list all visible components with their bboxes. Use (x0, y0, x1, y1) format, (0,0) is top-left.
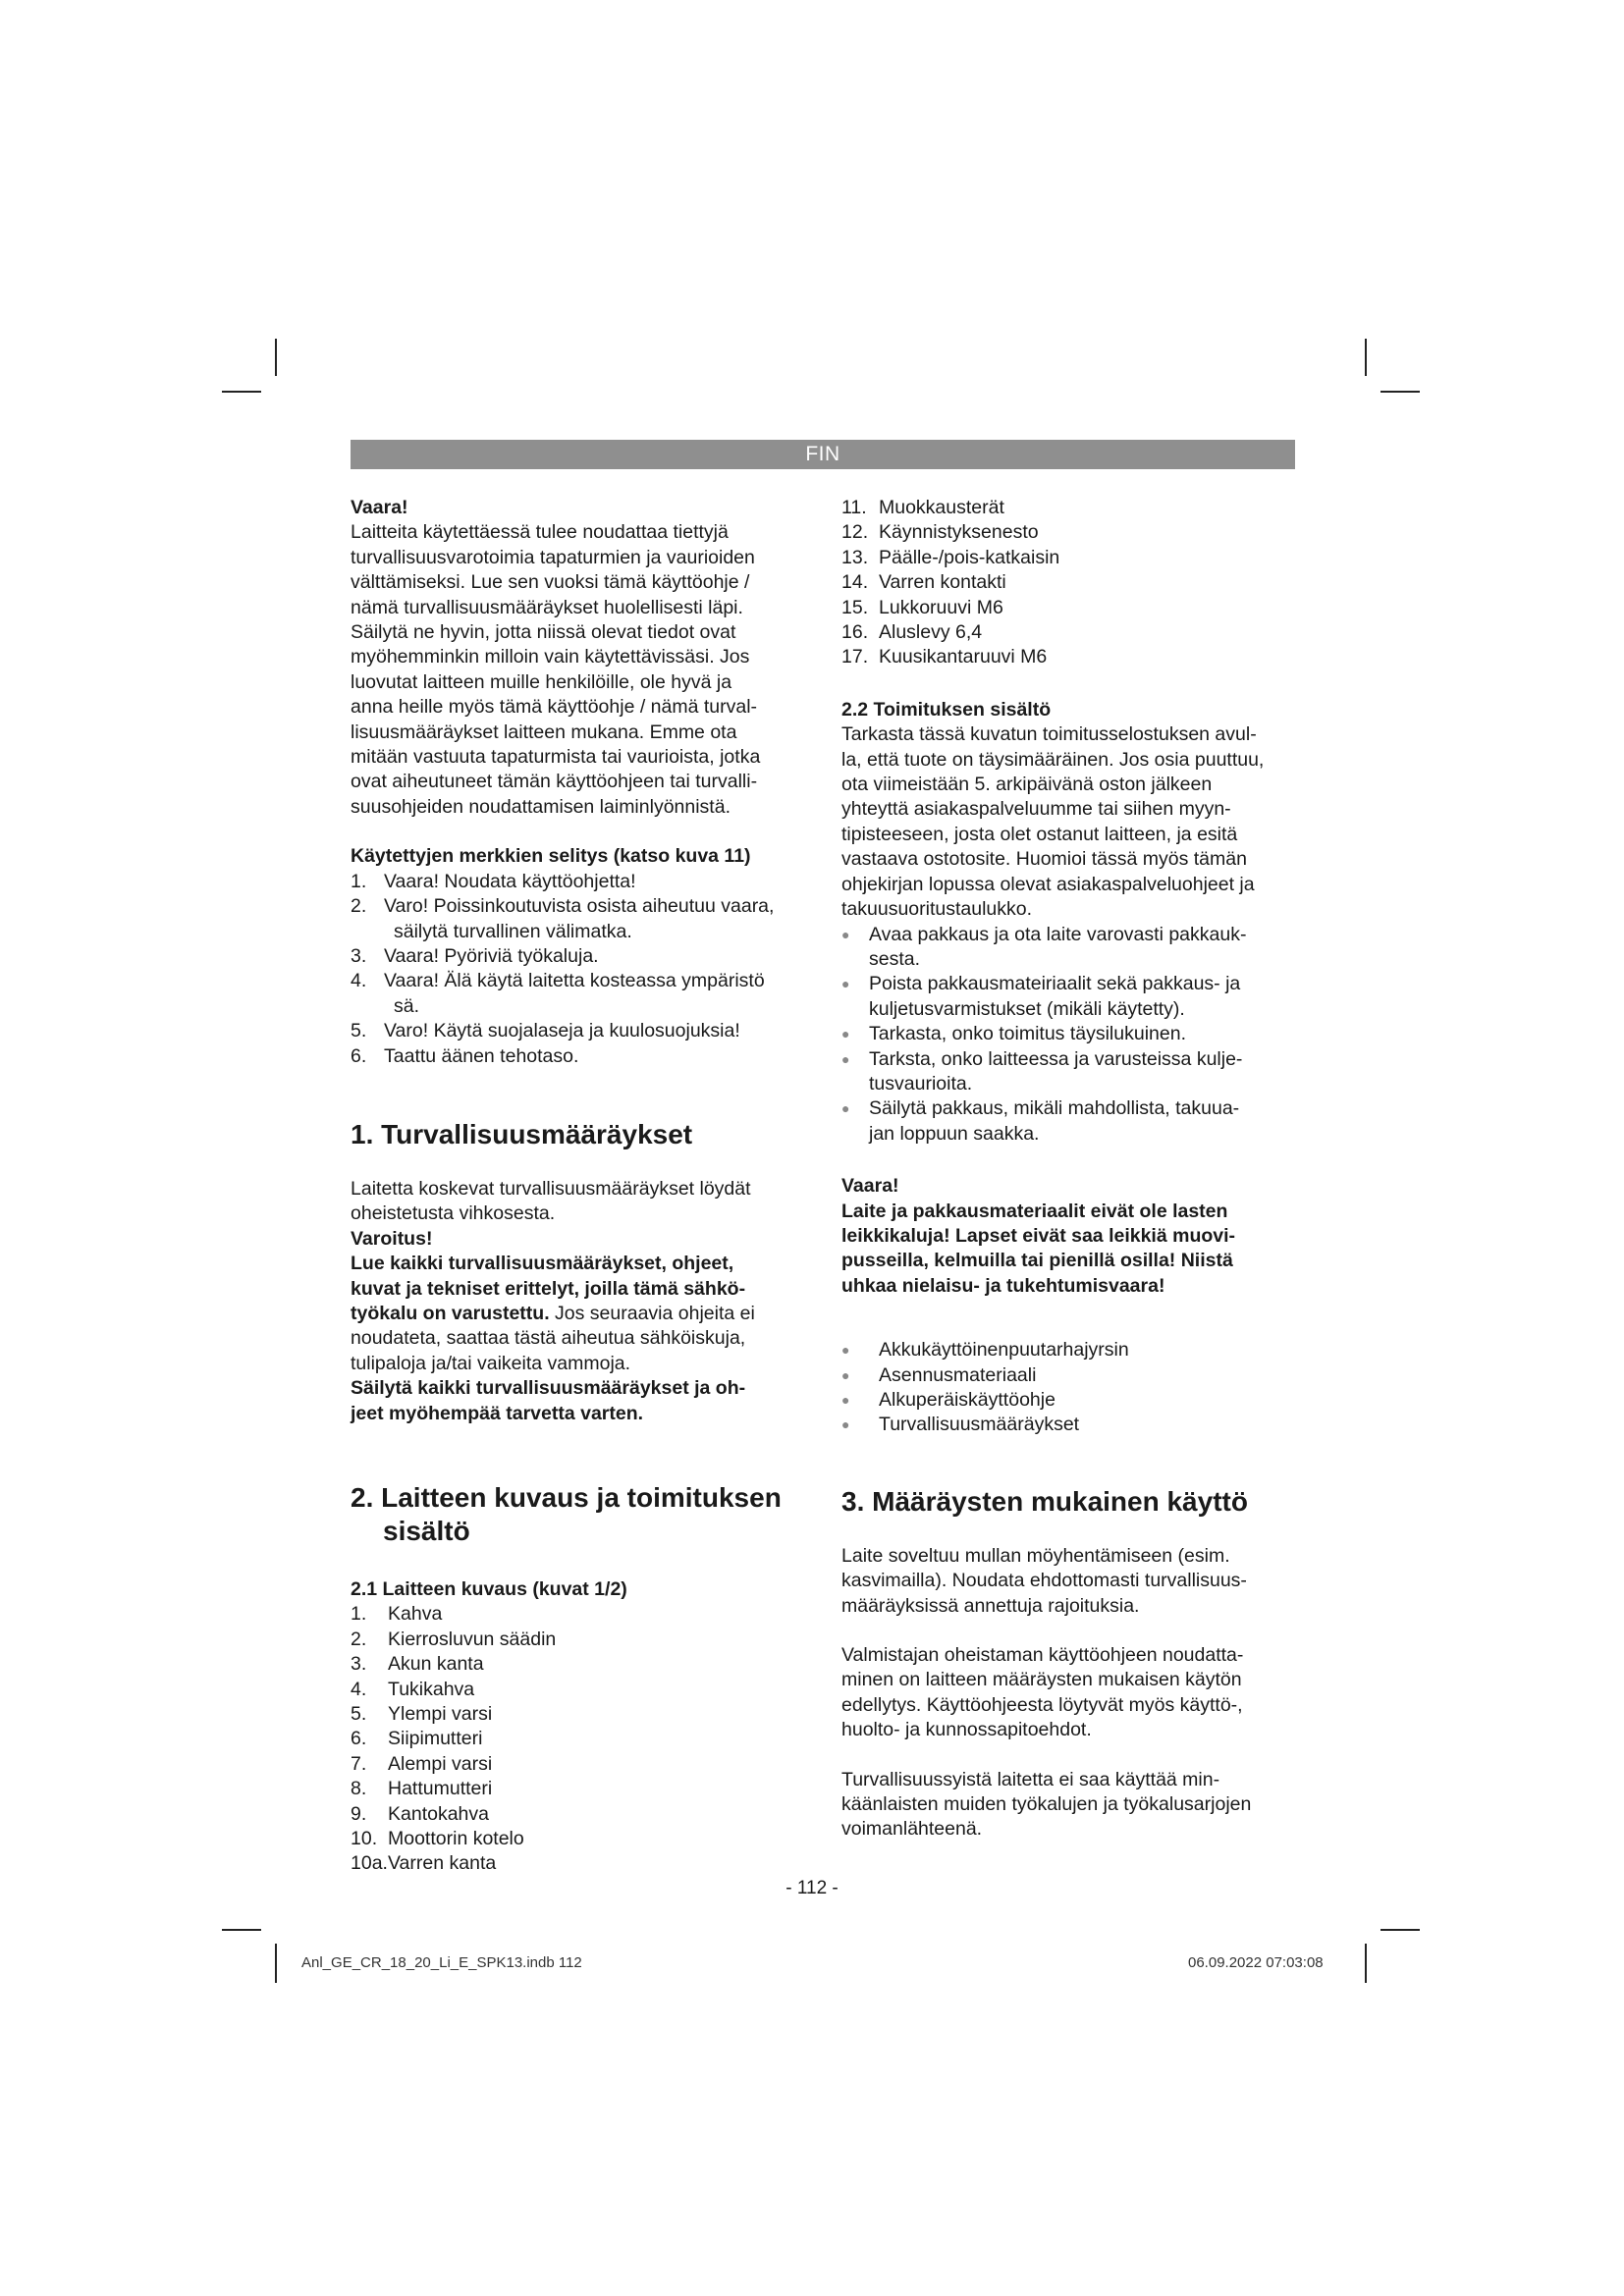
bullet-icon: ● (841, 1366, 850, 1383)
item-text: Kierrosluvun säädin (388, 1628, 557, 1650)
item-number: 2. (351, 1628, 367, 1650)
item-line: sesta. (869, 947, 921, 970)
bullet-icon: ● (841, 1392, 850, 1408)
s1-warn-normal-1: Jos seuraavia ohjeita ei (549, 1302, 755, 1324)
s3-line: Valmistajan oheistaman käyttöohjeen noudatta- (841, 1644, 1244, 1667)
warning-line: ovat aiheutuneet tämän käyttöohjeen tai turvalli- (351, 771, 758, 793)
item-text: Akun kanta (388, 1653, 484, 1676)
warning2-line: pusseilla, kelmuilla tai pienillä osilla! Niistä (841, 1250, 1233, 1272)
item-number: 4. (351, 1678, 367, 1700)
bullet-icon: ● (841, 1342, 850, 1359)
s22-line: Tarkasta tässä kuvatun toimitusselostuksen avul- (841, 723, 1257, 746)
s1-warning-title: Varoitus! (351, 1227, 433, 1250)
bullet-icon: ● (841, 1026, 850, 1042)
item-text: Käynnistyksenesto (879, 521, 1039, 544)
s3-line: määräyksissä annettuja rajoituksia. (841, 1594, 1140, 1617)
s22-bullets (841, 923, 1295, 1148)
s22-line: tipisteeseen, josta olet ostanut laitteen, ja esitä (841, 823, 1238, 845)
item-text (384, 944, 807, 969)
item-line: Varo! Käytä suojalaseja ja kuulosuojuksia! (384, 1020, 740, 1042)
bullet-item (841, 923, 1295, 973)
s22-line: la, että tuote on täysimääräinen. Jos osia puuttuu, (841, 748, 1265, 771)
parts-list-right (841, 496, 1295, 670)
s1-intro (351, 1177, 807, 1227)
warning-line: lisuusmääräykset laitteen mukana. Emme ota (351, 721, 737, 743)
item-number: 14. (841, 571, 869, 594)
part-item (841, 645, 1295, 669)
s21-title: 2.1 Laitteen kuvaus (kuvat 1/2) (351, 1578, 627, 1600)
item-number: 6. (351, 1728, 367, 1750)
item-line: Vaara! Pyöriviä työkaluja. (384, 944, 599, 967)
warning-line: Laitteita käytettäessä tulee noudattaa tiettyjä (351, 521, 729, 544)
item-text: Asennusmateriaali (879, 1363, 1037, 1386)
item-number: 1. (351, 870, 367, 892)
item-text (384, 969, 807, 1019)
item-number: 12. (841, 521, 869, 544)
s3-line: huolto- ja kunnossapitoehdot. (841, 1719, 1092, 1741)
footer-datetime: 06.09.2022 07:03:08 (1188, 1954, 1324, 1971)
crop-mark (1365, 1944, 1367, 1983)
sign-item (351, 1019, 807, 1043)
s1-intro-line: Laitetta koskevat turvallisuusmääräykset löydät (351, 1177, 751, 1200)
item-text: Hattumutteri (388, 1778, 493, 1800)
s22-line: yhteyttä asiakaspalveluumme tai siihen myyn- (841, 798, 1231, 821)
bullet-item (841, 972, 1295, 1022)
contents-item (841, 1363, 1295, 1388)
s1-keep-line: Säilytä kaikki turvallisuusmääräykset ja oh- (351, 1377, 746, 1400)
warning2-line: uhkaa nielaisu- ja tukehtumisvaara! (841, 1274, 1165, 1297)
s1-keep (351, 1376, 807, 1426)
crop-mark (275, 1944, 277, 1983)
right-column (841, 496, 1295, 1842)
part-item (351, 1628, 807, 1652)
sign-item (351, 870, 807, 894)
item-number: 1. (351, 1603, 367, 1626)
warning-text (351, 520, 807, 820)
crop-mark (222, 391, 261, 393)
item-text (869, 1022, 1295, 1046)
parts-list-left (351, 1602, 807, 1876)
part-item (351, 1727, 807, 1751)
bullet-item (841, 1047, 1295, 1097)
warning-line: luovutat laitteen muille henkilöille, ole hyvä ja (351, 670, 732, 693)
bullet-icon: ● (841, 976, 850, 992)
item-text: Siipimutteri (388, 1728, 483, 1750)
bullet-icon: ● (841, 1100, 850, 1117)
warning-line: suusohjeiden noudattamisen laiminlyönnistä. (351, 795, 731, 818)
item-number: 9. (351, 1802, 367, 1825)
item-text: Aluslevy 6,4 (879, 621, 983, 644)
item-line: Säilytä pakkaus, mikäli mahdollista, takuua- (869, 1097, 1240, 1120)
section-2-title (351, 1481, 807, 1548)
s3-line: käänlaisten muiden työkalujen ja työkalusarjojen (841, 1793, 1252, 1816)
part-item (841, 620, 1295, 645)
item-number: 3. (351, 1653, 367, 1676)
item-line: Tarkasta, onko toimitus täysilukuinen. (869, 1023, 1186, 1045)
left-column (351, 496, 807, 1877)
item-line: Poista pakkausmateiriaalit sekä pakkaus- ja (869, 973, 1241, 995)
item-text: Muokkausterät (879, 497, 1004, 518)
crop-mark (1380, 1929, 1420, 1931)
bullet-item (841, 1096, 1295, 1147)
item-number: 5. (351, 1703, 367, 1726)
item-text: Alkuperäiskäyttöohje (879, 1389, 1056, 1411)
item-text (384, 1044, 807, 1069)
s22-line: ohjekirjan lopussa olevat asiakaspalveluohjeet ja (841, 873, 1255, 895)
item-text: Varren kontakti (879, 571, 1006, 594)
item-line: Varo! Poissinkoutuvista osista aiheutuu vaara, (384, 895, 775, 918)
s3-line: Turvallisuussyistä laitetta ei saa käyttää min- (841, 1768, 1220, 1790)
item-text: Kantokahva (388, 1802, 489, 1825)
signs-list (351, 870, 807, 1069)
s22-text (841, 722, 1295, 922)
item-line: sä. (394, 994, 420, 1017)
item-line: jan loppuun saakka. (869, 1122, 1040, 1145)
item-text: Päälle-/pois-katkaisin (879, 546, 1060, 568)
item-line: Tarksta, onko laitteessa ja varusteissa kulje- (869, 1047, 1243, 1070)
s3-line: voimanlähteenä. (841, 1818, 983, 1841)
part-item (841, 520, 1295, 545)
section-2-title-line2: sisältö (383, 1516, 470, 1546)
warning2-line: Laite ja pakkausmateriaalit eivät ole lasten (841, 1200, 1228, 1222)
contents-item (841, 1338, 1295, 1362)
s1-warning-text (351, 1252, 807, 1376)
crop-mark (1380, 391, 1420, 393)
item-number: 10a. (351, 1852, 388, 1875)
s22-line: vastaava ostotosite. Huomioi tässä myös tämän (841, 848, 1247, 871)
item-line: Taattu äänen tehotaso. (384, 1044, 579, 1067)
part-item (841, 496, 1295, 520)
section-2-title-line1: 2. Laitteen kuvaus ja toimituksen (351, 1482, 782, 1513)
warning-line: turvallisuusvarotoimia tapaturmien ja vaurioiden (351, 546, 755, 568)
item-number: 8. (351, 1778, 367, 1800)
warning-title: Vaara! (351, 497, 408, 518)
item-line: säilytä turvallinen välimatka. (394, 920, 632, 942)
item-text: Alempi varsi (388, 1752, 493, 1775)
part-item (351, 1777, 807, 1801)
s3-line: kasvimailla). Noudata ehdottomasti turvallisuus- (841, 1570, 1247, 1592)
sign-item (351, 1044, 807, 1069)
warning-line: Säilytä ne hyvin, jotta niissä olevat tiedot ovat (351, 621, 736, 644)
item-number: 16. (841, 621, 869, 644)
item-text: Turvallisuusmääräykset (879, 1414, 1080, 1436)
part-item (841, 546, 1295, 570)
s1-warn-bold-2: kuvat ja tekniset erittelyt, joilla tämä sähkö- (351, 1277, 746, 1300)
s1-intro-line: oheistetusta vihkosesta. (351, 1202, 556, 1225)
item-line: Vaara! Älä käytä laitetta kosteassa ympäristö (384, 970, 765, 992)
part-item (351, 1802, 807, 1827)
item-text: Ylempi varsi (388, 1703, 493, 1726)
bullet-icon: ● (841, 1050, 850, 1067)
item-number: 6. (351, 1044, 367, 1067)
signs-title: Käytettyjen merkkien selitys (katso kuva 11) (351, 845, 751, 868)
part-item (351, 1602, 807, 1627)
s1-warn-bold-3: työkalu on varustettu. (351, 1302, 550, 1324)
item-number: 11. (841, 497, 867, 518)
contents-item (841, 1388, 1295, 1413)
s3-line: Laite soveltuu mullan möyhentämiseen (esim. (841, 1544, 1230, 1567)
warning-line: anna heille myös tämä käyttöohje / nämä turval- (351, 696, 758, 719)
part-item (351, 1678, 807, 1702)
s3-para-2 (841, 1643, 1295, 1743)
s22-line: takuusuoritustaulukko. (841, 898, 1033, 921)
part-item (841, 570, 1295, 595)
item-number: 7. (351, 1752, 367, 1775)
item-line: tusvaurioita. (869, 1072, 973, 1095)
s1-warn-normal-2: noudateta, saattaa tästä aiheutua sähköiskuja, (351, 1327, 746, 1350)
s1-warn-bold-1: Lue kaikki turvallisuusmääräykset, ohjeet, (351, 1253, 734, 1275)
part-item (841, 596, 1295, 620)
item-text: Kuusikantaruuvi M6 (879, 646, 1048, 668)
footer-file: Anl_GE_CR_18_20_Li_E_SPK13.indb 112 (301, 1954, 582, 1971)
contents-item (841, 1413, 1295, 1437)
part-item (351, 1752, 807, 1777)
warning2-text (841, 1200, 1295, 1300)
sign-item (351, 944, 807, 969)
item-text: Moottorin kotelo (388, 1828, 524, 1850)
part-item (351, 1652, 807, 1677)
page-number: - 112 - (785, 1878, 839, 1898)
s1-keep-line: jeet myöhempää tarvetta varten. (351, 1402, 644, 1424)
s22-title: 2.2 Toimituksen sisältö (841, 698, 1052, 721)
section-1-title: 1. Turvallisuusmääräykset (351, 1118, 693, 1149)
item-number: 10. (351, 1828, 378, 1850)
warning-line: myöhemminkin milloin vain käytettävissäsi. Jos (351, 646, 750, 668)
item-text (384, 870, 807, 894)
part-item (351, 1702, 807, 1727)
section-3-title: 3. Määräysten mukainen käyttö (841, 1485, 1248, 1517)
item-text: Varren kanta (388, 1852, 497, 1875)
crop-mark (275, 339, 277, 376)
part-item (351, 1827, 807, 1851)
warning-line: mitään vastuuta tapaturmista tai vaurioista, jotka (351, 746, 761, 769)
item-line: Avaa pakkaus ja ota laite varovasti pakkauk- (869, 923, 1247, 945)
item-text (384, 894, 807, 944)
warning2-title: Vaara! (841, 1175, 899, 1198)
item-number: 4. (351, 970, 367, 992)
s22-line: ota viimeistään 5. arkipäivänä oston jälkeen (841, 774, 1213, 796)
part-item (351, 1851, 807, 1876)
s3-line: minen on laitteen määräysten mukaisen käytön (841, 1669, 1242, 1691)
bullet-icon: ● (841, 926, 850, 942)
language-header: FIN (351, 440, 1295, 469)
sign-item (351, 969, 807, 1019)
contents-list (841, 1338, 1295, 1438)
item-text (869, 1047, 1295, 1097)
item-text (869, 972, 1295, 1022)
item-number: 15. (841, 596, 869, 618)
item-text (384, 1019, 807, 1043)
item-number: 5. (351, 1020, 367, 1042)
warning-line: nämä turvallisuusmääräykset huolellisesti läpi. (351, 596, 743, 618)
crop-mark (1365, 339, 1367, 376)
bullet-icon: ● (841, 1416, 850, 1433)
item-text: Lukkoruuvi M6 (879, 596, 1003, 618)
item-text (869, 923, 1295, 973)
item-number: 2. (351, 895, 367, 918)
item-line: Vaara! Noudata käyttöohjetta! (384, 870, 636, 892)
s3-para-1 (841, 1544, 1295, 1619)
s3-para-3 (841, 1768, 1295, 1842)
crop-mark (222, 1929, 261, 1931)
sign-item (351, 894, 807, 944)
item-number: 3. (351, 944, 367, 967)
item-number: 13. (841, 546, 869, 568)
item-line: kuljetusvarmistukset (mikäli käytetty). (869, 997, 1185, 1020)
warning-line: välttämiseksi. Lue sen vuoksi tämä käyttöohje / (351, 571, 750, 594)
s3-line: edellytys. Käyttöohjeesta löytyvät myös käyttö-, (841, 1693, 1243, 1716)
warning2-line: leikkikaluja! Lapset eivät saa leikkiä muovi- (841, 1224, 1236, 1247)
s1-warn-normal-3: tulipaloja ja/tai vaikeita vammoja. (351, 1352, 631, 1374)
item-text: Akkukäyttöinenpuutarhajyrsin (879, 1339, 1129, 1362)
item-text: Kahva (388, 1603, 443, 1626)
item-text: Tukikahva (388, 1678, 475, 1700)
bullet-item (841, 1022, 1295, 1046)
item-number: 17. (841, 646, 869, 668)
item-text (869, 1096, 1295, 1147)
